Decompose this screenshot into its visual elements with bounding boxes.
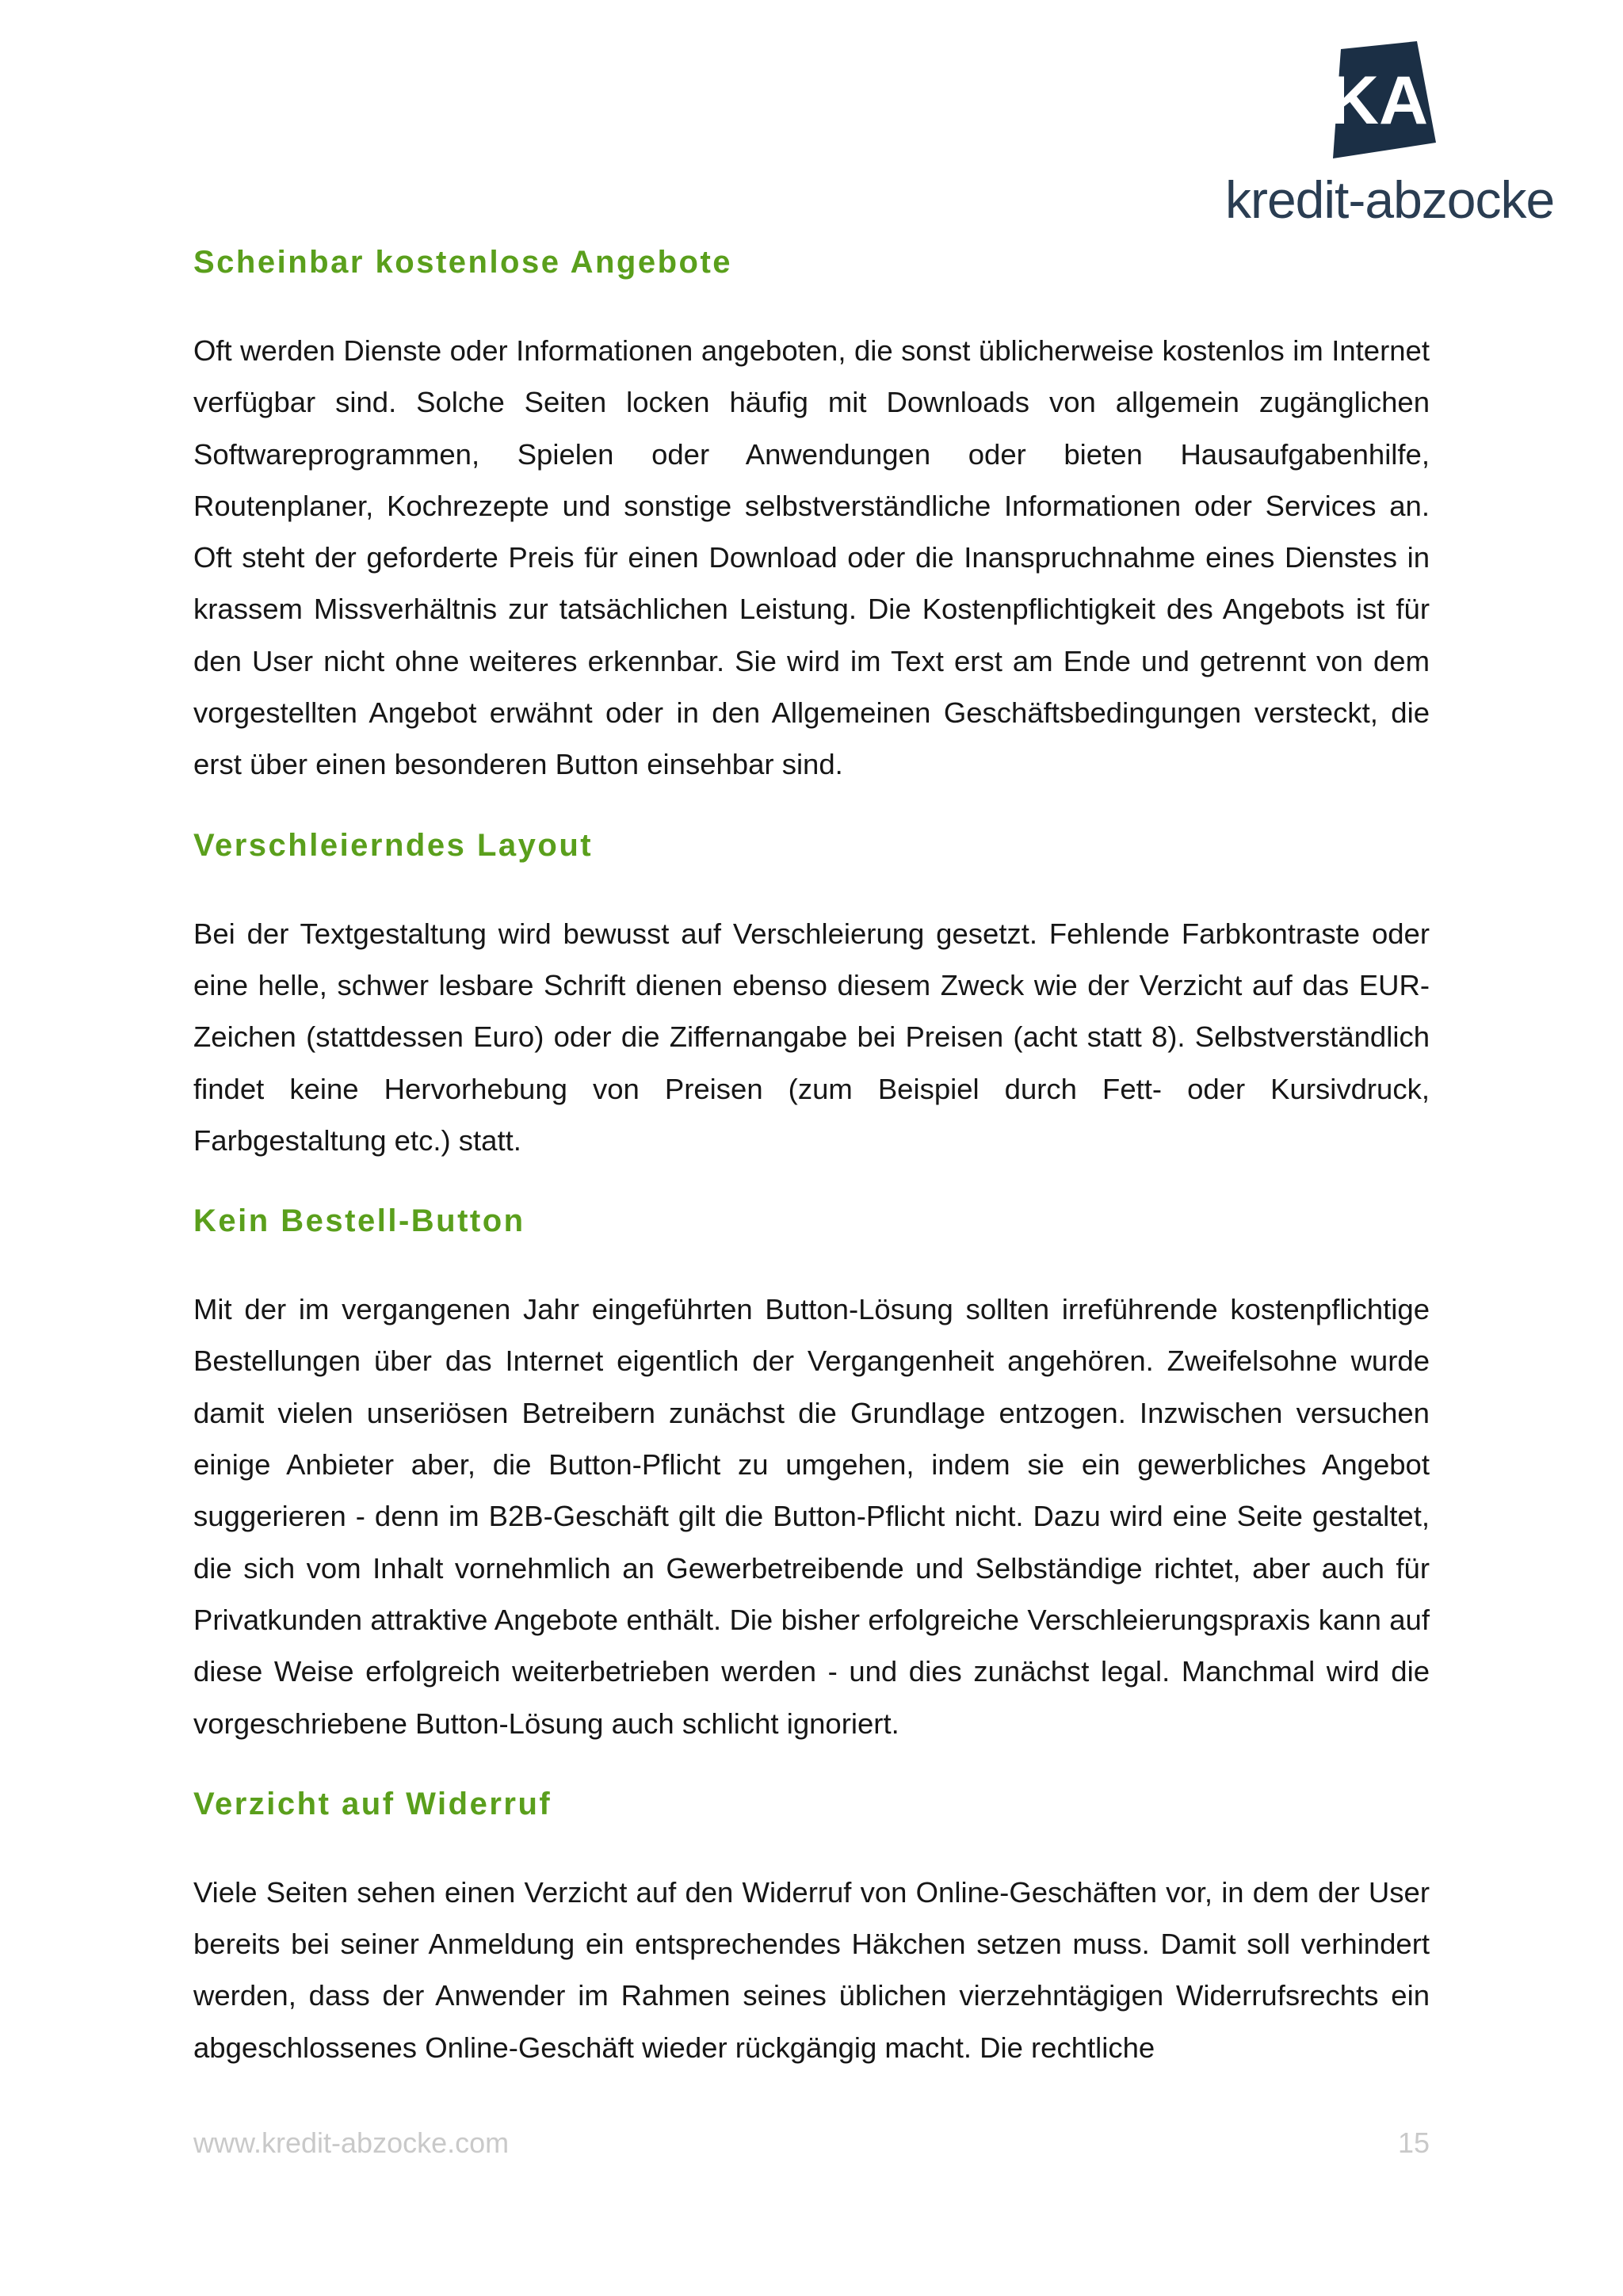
- svg-text:KA: KA: [1329, 63, 1429, 139]
- section-paragraph: Viele Seiten sehen einen Verzicht auf den Widerruf von Online-Geschäften vor, in dem der User bereits bei seiner Anmeldung ein entsprechendes Häkchen setzen muss. Damit soll verhindert werden, dass der Anwender im Rahmen seines üblichen vierzehntägigen Widerrufsrechts ein abgeschlossenes Online-Geschäft wieder rückgängig macht. Die rechtliche: [193, 1875, 1430, 2064]
- section-heading: Kein Bestell-Button: [193, 1203, 525, 1239]
- brand-wordmark: kredit-abzocke: [1225, 170, 1555, 229]
- section-heading: Scheinbar kostenlose Angebote: [193, 245, 733, 280]
- section-heading: Verzicht auf Widerruf: [193, 1786, 552, 1821]
- document-body: [193, 236, 1430, 2102]
- section-paragraph: Mit der im vergangenen Jahr eingeführten Button-Lösung sollten irreführende kostenpflichtige Bestellungen über das Internet eigentlich der Vergangenheit angehören. Zweifelsohne wurde damit vielen unseriösen Betreibern zunächst die Grundlage entzogen. Inzwischen versuchen einige Anbieter aber, die Button-Pflicht zu umgehen, indem sie ein gewerbliches Angebot suggerieren - denn im B2B-Geschäft gilt die Button-Pflicht nicht. Dazu wird eine Seite gestaltet, die sich vom Inhalt vornehmlich an Gewerbetreibende und Selbständige richtet, aber auch für Privatkunden attraktive Angebote enthält. Die bisher erfolgreiche Verschleierungspraxis kann auf diese Weise erfolgreich weiterbetrieben werden - und dies zunächst legal. Manchmal wird die vorgeschriebene Button-Lösung auch schlicht ignoriert.: [193, 1293, 1430, 1740]
- section-paragraph: Oft werden Dienste oder Informationen angeboten, die sonst üblicherweise kostenlos im Internet verfügbar sind. Solche Seiten locken häufig mit Downloads von allgemein zugänglichen Softwareprogrammen, Spielen oder Anwendungen oder bieten Hausaufgabenhilfe, Routenplaner, Kochrezepte und sonstige selbstverständliche Informationen oder Services an. Oft steht der geforderte Preis für einen Download oder die Inanspruchnahme eines Dienstes in krassem Missverhältnis zur tatsächlichen Leistung. Die Kostenpflichtigkeit des Angebots ist für den User nicht ohne weiteres erkennbar. Sie wird im Text erst am Ende und getrennt von dem vorgestellten Angebot erwähnt oder in den Allgemeinen Geschäftsbedingungen versteckt, die erst über einen besonderen Button einsehbar sind.: [193, 334, 1430, 781]
- section-heading: Verschleierndes Layout: [193, 827, 594, 863]
- brand-logo: [1220, 41, 1561, 231]
- section-paragraph: Bei der Textgestaltung wird bewusst auf Verschleierung gesetzt. Fehlende Farbkontraste oder eine helle, schwer lesbare Schrift dienen ebenso diesem Zweck wie der Verzicht auf das EUR-Zeichen (stattdessen Euro) oder die Ziffernangabe bei Preisen (acht statt 8). Selbstverständlich findet keine Hervorhebung von Preisen (zum Beispiel durch Fett- oder Kursivdruck, Farbgestaltung etc.) statt.: [193, 917, 1430, 1157]
- ka-logo-icon: [1323, 41, 1442, 168]
- page-number: 15: [1397, 2126, 1430, 2159]
- footer-url: www.kredit-abzocke.com: [193, 2126, 510, 2159]
